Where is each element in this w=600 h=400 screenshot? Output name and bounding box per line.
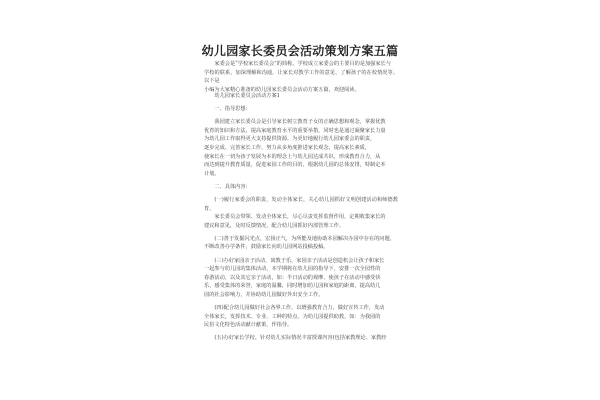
paragraph-line: 一起参与幼儿园的集体活动，本学期将在幼儿园的指导下，安排一次全园性的 xyxy=(204,266,381,273)
paragraph-line: 建议和意见，及时反馈情况，配合幼儿园抓好内部管理工作。 xyxy=(204,222,345,229)
paragraph-line: 而达到提升教育质量，促进家园工作的目的，根据幼儿园的总体安排，特制定本 xyxy=(204,162,386,169)
section-heading: 二、具体内容： xyxy=(214,183,251,190)
paragraph-line: (一)履行家委会的职责，发动全体家长，关心幼儿园抓好文明创建活动和师德教育。 xyxy=(204,196,398,212)
paragraph-line: (二)善于发掘闪光点，宏扬正气，为所能及地协助本园解决办园中存在的问题， xyxy=(214,235,395,242)
intro-line: 小编为大家精心准备的幼儿园家长委员会活动方案五篇，欢迎阅读。 xyxy=(204,86,360,93)
paragraph-line: 乐，感受集体的荣誉，家庭的温馨，同时增加幼儿园和家庭的距离，提高幼儿 xyxy=(204,283,381,290)
intro-line: 学校的联系，加深理解和沟通，让家长对教学工作的意见、了解孩子的在校情况等。以下是 xyxy=(204,69,398,85)
intro-line: 家委会是“学校家长委员会”的简称。学校成立家委会的主要目的是加强家长与 xyxy=(214,61,391,67)
item-paragraph xyxy=(204,235,398,252)
paragraph-line: (五)办好家长学校。针对幼儿实际情况丰富授课内容(包括家教理论、家教经 xyxy=(214,335,387,342)
section1-paragraph xyxy=(204,118,398,178)
paragraph-line: 春游活动，以及其它亲子活动，如：半日活动的观摩、使孩子在活动中感受快 xyxy=(204,274,381,281)
section-heading: 一、指导思想： xyxy=(214,106,251,113)
document-title: 幼儿园家长委员会活动策划方案五篇 xyxy=(201,44,399,58)
plan-heading: 幼儿园家长委员会活动方案1 xyxy=(214,93,280,99)
paragraph-line: 不断改善办学条件，鼓励家长向幼儿园网站投稿投稿。 xyxy=(204,244,329,251)
item-paragraph xyxy=(204,334,398,343)
paragraph-line: 家长委员会带领、发动全体家长，尽心尽责发挥监督作用，定期收集家长的 xyxy=(214,214,386,221)
paragraph-line: 民俗文化特色活动献计献策，作指导。 xyxy=(204,322,293,329)
paragraph-line: 我园建立家长委员会是引导家长树立教育子女的正确思想和观念，掌握优教 xyxy=(214,119,386,126)
paragraph-line: 使家长在一切为孩子发展为本的理念上与幼儿园达成共识，形成教育合力，从 xyxy=(204,153,381,160)
paragraph-line: 为幼儿园工作取得更大支持提供资源。为更好地履行幼儿园家委会的职责， xyxy=(204,136,376,143)
item-paragraph xyxy=(204,196,398,230)
item-paragraph xyxy=(204,304,398,330)
plan-body xyxy=(204,92,398,343)
paragraph-line: 逐步完成、完善家长工作，努力从多角度推进家长观念，提高家长素质， xyxy=(204,144,371,151)
paragraph-line: 计划。 xyxy=(204,170,220,177)
paragraph-line: (三)办好家园亲子活动，寓教于乐，家园亲子活动是创造机会让孩子和家长 xyxy=(214,257,385,264)
paragraph-line: 优育的知识和方法，提高家庭教育水平的重要举措，同时也是通过凝聚家长力量 xyxy=(204,127,386,134)
paragraph-line: (四)配合幼儿园做好社会各界工作，以增强教育合力，做好宣传工作，发动 xyxy=(214,304,385,311)
intro-paragraph xyxy=(204,60,398,94)
paragraph-line: 全体家长，发挥技术、专业、工种的特点，为幼儿园提供助教，如：为我园的 xyxy=(204,313,381,320)
item-paragraph xyxy=(204,257,398,300)
paragraph-line: 园的社会影响力，并协助幼儿园做好外出安全工作。 xyxy=(204,291,324,298)
